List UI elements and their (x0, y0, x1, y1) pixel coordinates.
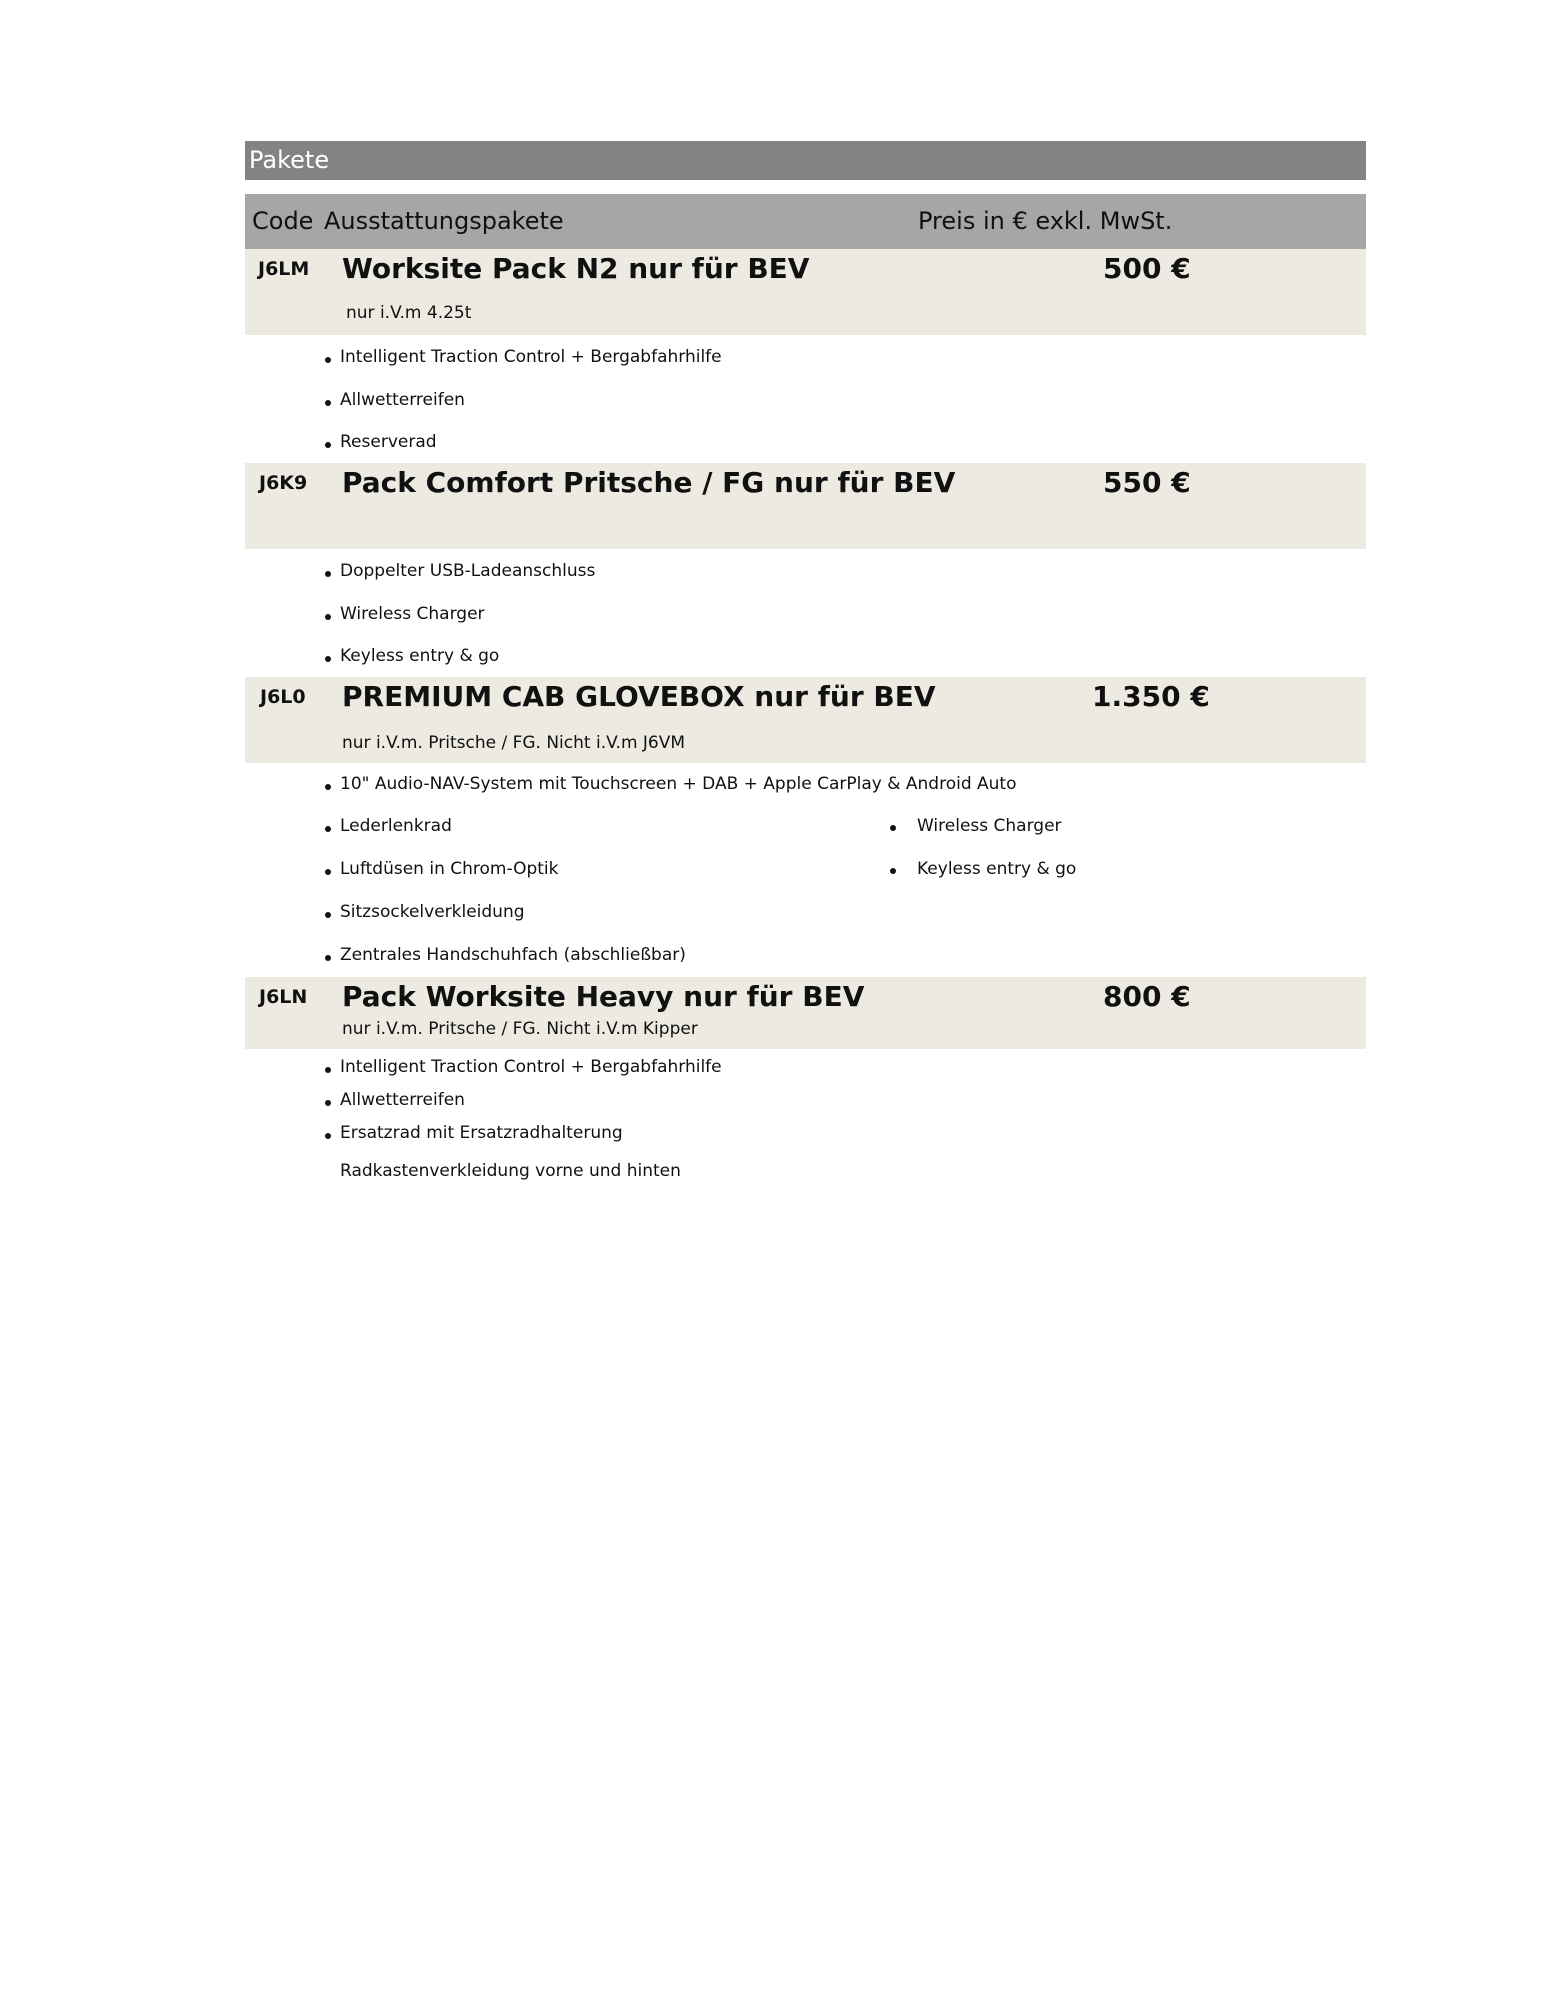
package-title: Worksite Pack N2 nur für BEV (342, 252, 810, 285)
bullet-icon (325, 400, 331, 406)
feature-item: Luftdüsen in Chrom-Optik (340, 859, 559, 879)
package-price: 550 € (1103, 466, 1191, 499)
bullet-icon (325, 784, 331, 790)
bullet-icon (325, 442, 331, 448)
package-price: 800 € (1103, 980, 1191, 1013)
feature-item-right: Keyless entry & go (917, 859, 1077, 879)
bullet-icon (325, 656, 331, 662)
package-row (245, 463, 1366, 549)
bullet-icon (325, 912, 331, 918)
package-code: J6LM (258, 258, 310, 280)
price-list-page (245, 141, 1366, 1189)
feature-item-right: Wireless Charger (917, 816, 1062, 836)
bullet-icon (325, 1100, 331, 1106)
column-price: Preis in € exkl. MwSt. (918, 207, 1173, 235)
feature-list (245, 335, 1366, 463)
package-code: J6LN (259, 986, 308, 1008)
bullet-icon (325, 614, 331, 620)
bullet-icon (325, 955, 331, 961)
package-row (245, 977, 1366, 1049)
feature-list (245, 1049, 1366, 1189)
bullet-icon (325, 571, 331, 577)
feature-item: Ersatzrad mit Ersatzradhalterung (340, 1123, 623, 1143)
package-note: nur i.V.m 4.25t (346, 303, 472, 323)
package-note: nur i.V.m. Pritsche / FG. Nicht i.V.m Kipper (342, 1019, 698, 1039)
feature-list (245, 549, 1366, 677)
feature-item: Allwetterreifen (340, 390, 465, 410)
bullet-icon (890, 825, 896, 831)
bullet-icon (325, 357, 331, 363)
package-price: 500 € (1103, 252, 1191, 285)
bullet-icon (325, 1067, 331, 1073)
bullet-icon (890, 868, 896, 874)
package-row (245, 677, 1366, 763)
feature-item: Zentrales Handschuhfach (abschließbar) (340, 945, 686, 965)
package-title: PREMIUM CAB GLOVEBOX nur für BEV (342, 680, 936, 713)
feature-list (245, 763, 1366, 977)
feature-item: Lederlenkrad (340, 816, 452, 836)
column-description: Ausstattungspakete (324, 207, 564, 235)
package-note: nur i.V.m. Pritsche / FG. Nicht i.V.m J6VM (342, 733, 686, 753)
column-code: Code (252, 207, 314, 235)
feature-item: Keyless entry & go (340, 646, 500, 666)
package-code: J6K9 (259, 472, 308, 494)
feature-item: Intelligent Traction Control + Bergabfahrhilfe (340, 1057, 722, 1077)
package-code: J6L0 (260, 686, 306, 708)
bullet-icon (325, 826, 331, 832)
feature-item: 10" Audio-NAV-System mit Touchscreen + DAB + Apple CarPlay & Android Auto (340, 774, 1017, 794)
package-title: Pack Comfort Pritsche / FG nur für BEV (342, 466, 956, 499)
feature-item: Intelligent Traction Control + Bergabfahrhilfe (340, 347, 722, 367)
package-row (245, 249, 1366, 335)
feature-item: Wireless Charger (340, 604, 485, 624)
feature-item: Sitzsockelverkleidung (340, 902, 525, 922)
package-title: Pack Worksite Heavy nur für BEV (342, 980, 865, 1013)
package-price: 1.350 € (1092, 680, 1210, 713)
feature-item: Allwetterreifen (340, 1090, 465, 1110)
bullet-icon (325, 869, 331, 875)
column-header (245, 194, 1366, 249)
feature-item-extra: Radkastenverkleidung vorne und hinten (340, 1161, 681, 1181)
feature-item: Reserverad (340, 432, 437, 452)
bullet-icon (325, 1133, 331, 1139)
feature-item: Doppelter USB-Ladeanschluss (340, 561, 596, 581)
section-title: Pakete (245, 141, 1366, 180)
